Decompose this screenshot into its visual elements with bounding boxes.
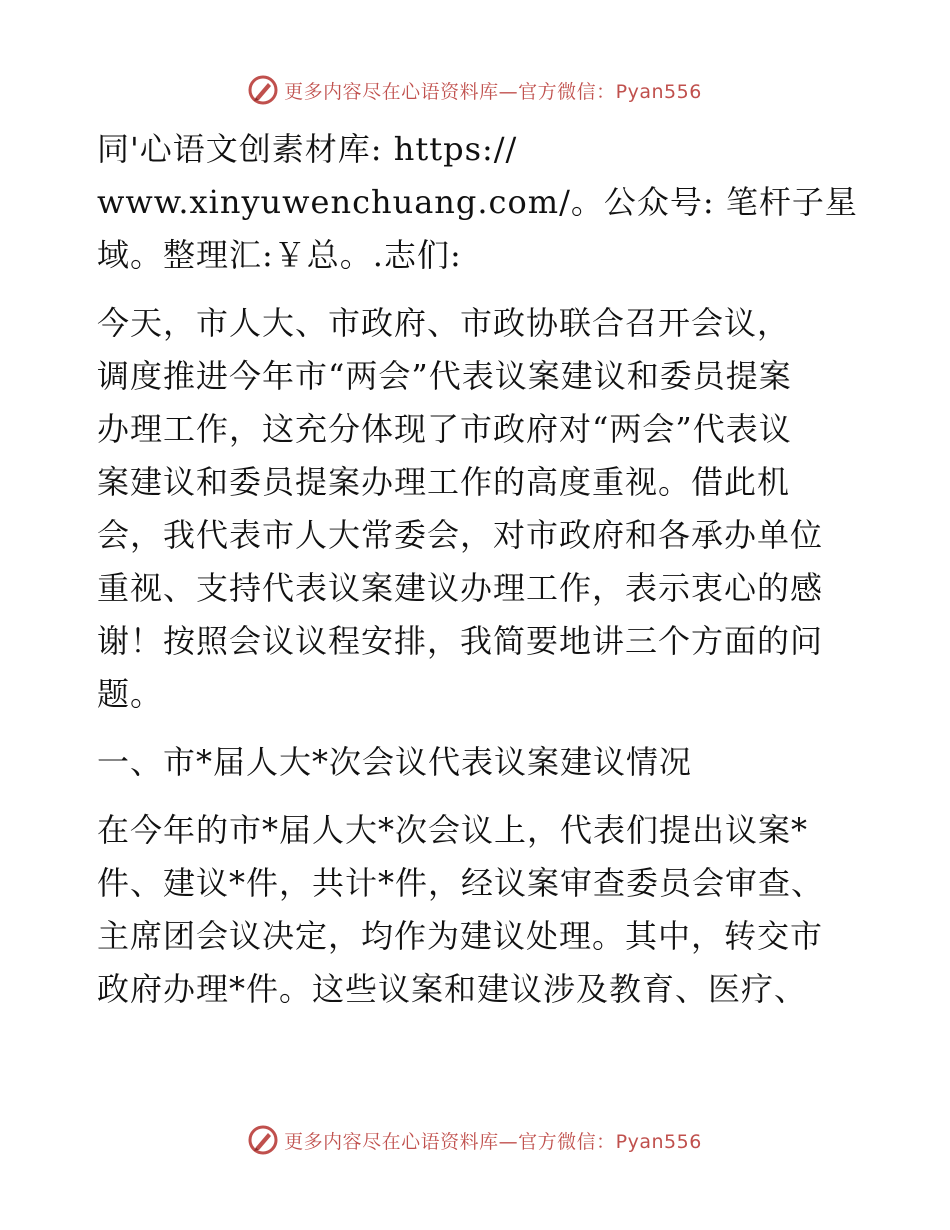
text-line: 件、建议*件，共计*件，经议案审查委员会审查、 <box>97 864 825 902</box>
text-line: 主席团会议决定，均作为建议处理。其中，转交市 <box>97 917 824 955</box>
watermark-text: 更多内容尽在心语资料库—官方微信：Pyan556 <box>284 1130 702 1153</box>
text-line: 一、市*届人大*次会议代表议案建议情况 <box>97 743 693 781</box>
paragraph-intro <box>97 123 857 282</box>
text-line: 办理工作，这充分体现了市政府对“两会”代表议 <box>97 410 792 448</box>
text-line: 调度推进今年市“两会”代表议案建议和委员提案 <box>97 357 792 395</box>
text-line: 今天，市人大、市政府、市政协联合召开会议， <box>97 304 791 342</box>
document-body <box>97 123 857 1031</box>
text-line: 域。整理汇:￥总。.志们: <box>97 236 462 274</box>
text-line: www.xinyuwenchuang.com/。公众号: 笔杆子星 <box>97 183 858 221</box>
watermark-banner-top <box>0 70 950 110</box>
pen-logo-icon <box>248 75 278 105</box>
paragraph-section-1 <box>97 804 857 1016</box>
pen-logo-icon <box>248 1125 278 1155</box>
text-line: 同'心语文创素材库: https:// <box>97 130 518 168</box>
text-line: 政府办理*件。这些议案和建议涉及教育、医疗、 <box>97 970 808 1008</box>
text-line: 题。 <box>97 675 164 713</box>
watermark-banner-bottom <box>0 1120 950 1160</box>
section-heading <box>97 736 857 789</box>
paragraph-opening <box>97 297 857 721</box>
text-line: 重视、支持代表议案建议办理工作，表示衷心的感 <box>97 569 824 607</box>
text-line: 谢！按照会议议程安排，我简要地讲三个方面的问 <box>97 622 824 660</box>
text-line: 在今年的市*届人大*次会议上，代表们提出议案* <box>97 811 809 849</box>
watermark-text: 更多内容尽在心语资料库—官方微信：Pyan556 <box>284 80 702 103</box>
text-line: 案建议和委员提案办理工作的高度重视。借此机 <box>97 463 791 501</box>
text-line: 会，我代表市人大常委会，对市政府和各承办单位 <box>97 516 824 554</box>
